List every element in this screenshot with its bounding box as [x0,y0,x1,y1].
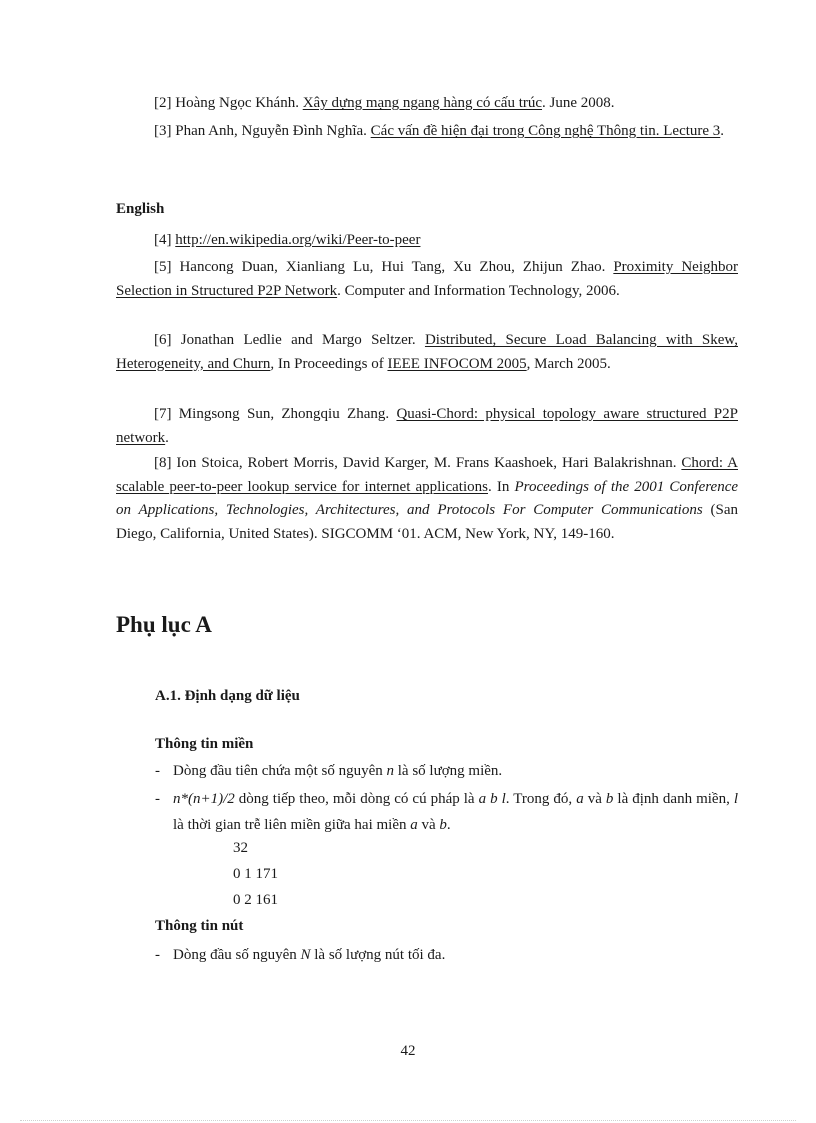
sample-line: 0 2 161 [233,892,278,908]
reference-link[interactable]: Các vấn đề hiện đại trong Công nghệ Thông tin. Lecture 3 [370,123,721,139]
reference-7 [116,403,738,450]
reference-text: [3] Phan Anh, Nguyễn Đình Nghĩa. [154,123,371,139]
bullet-text: Dòng đầu số nguyên N là số lượng nút tối đa. [173,947,446,963]
page-bottom-border [20,1120,796,1121]
reference-5 [116,256,738,303]
reference-text: . June 2008. [542,95,615,111]
reference-6 [116,329,738,376]
reference-link[interactable]: http://en.wikipedia.org/wiki/Peer-to-peer [175,232,421,248]
reference-text: . In [487,478,515,495]
reference-8 [116,452,738,546]
page-number: 42 [400,1043,416,1059]
node-bullet-1 [155,942,738,968]
bullet-text: Dòng đầu tiên chứa một số nguyên n là số lượng miền. [173,763,503,779]
reference-text: [4] [154,232,176,248]
reference-text: [2] Hoàng Ngọc Khánh. [154,95,303,111]
bullet-text: n*(n+1)/2 dòng tiếp theo, mỗi dòng có cú pháp là a b l. Trong đó, a và b là định danh miền, l là thời gian trễ liên miền giữa hai miền a và b. [173,791,739,833]
domain-bullet-1 [155,758,738,784]
bullet-dash: - [155,791,160,807]
reference-text: . Computer and Information Technology, 2006. [337,282,620,299]
reference-text: [8] Ion Stoica, Robert Morris, David Karger, M. Frans Kaashoek, Hari Balakrishnan. [154,455,682,471]
reference-text: [6] Jonathan Ledlie and Margo Seltzer. [154,332,425,348]
sample-line: 0 1 171 [233,866,278,882]
reference-4 [116,229,738,253]
reference-link[interactable]: Distributed, Secure Load Balancing with Skew, Heterogeneity, and Churn [116,332,738,372]
reference-text: . [165,429,169,446]
reference-link[interactable]: Chord: A scalable peer-to-peer lookup service for internet applications [116,455,738,495]
reference-venue: Proceedings of the 2001 Conference on Applications, Technologies, Architectures, and Protocols For Computer Communications [116,478,739,518]
reference-text: [5] Hancong Duan, Xianliang Lu, Hui Tang, Xu Zhou, Zhijun Zhao. [154,259,614,275]
english-label: English [116,201,165,217]
reference-text: . [720,123,725,139]
reference-2 [116,92,738,116]
reference-text: [7] Mingsong Sun, Zhongqiu Zhang. [154,406,397,422]
reference-link[interactable]: IEEE INFOCOM 2005 [387,355,527,372]
bullet-dash: - [155,947,160,963]
domain-bullet-2 [155,786,738,838]
reference-3 [116,120,738,144]
reference-link[interactable]: Proximity Neighbor Selection in Structured P2P Network [116,259,738,299]
reference-text: (San Diego, California, United States). SIGCOMM ‘01. ACM, New York, NY, 149-160. [116,502,738,542]
bullet-dash: - [155,763,160,779]
section-a1-heading: A.1. Định dạng dữ liệu [155,688,300,704]
reference-link[interactable]: Quasi-Chord: physical topology aware structured P2P network [116,406,738,446]
reference-text: , March 2005. [526,355,611,372]
appendix-title: Phụ lục A [116,612,212,637]
reference-text: , In Proceedings of [270,355,388,372]
reference-link[interactable]: Xây dựng mạng ngang hàng có cấu trúc [302,95,543,111]
node-info-heading: Thông tin nút [155,918,244,934]
domain-info-heading: Thông tin miền [155,736,254,752]
sample-line: 32 [233,840,248,856]
